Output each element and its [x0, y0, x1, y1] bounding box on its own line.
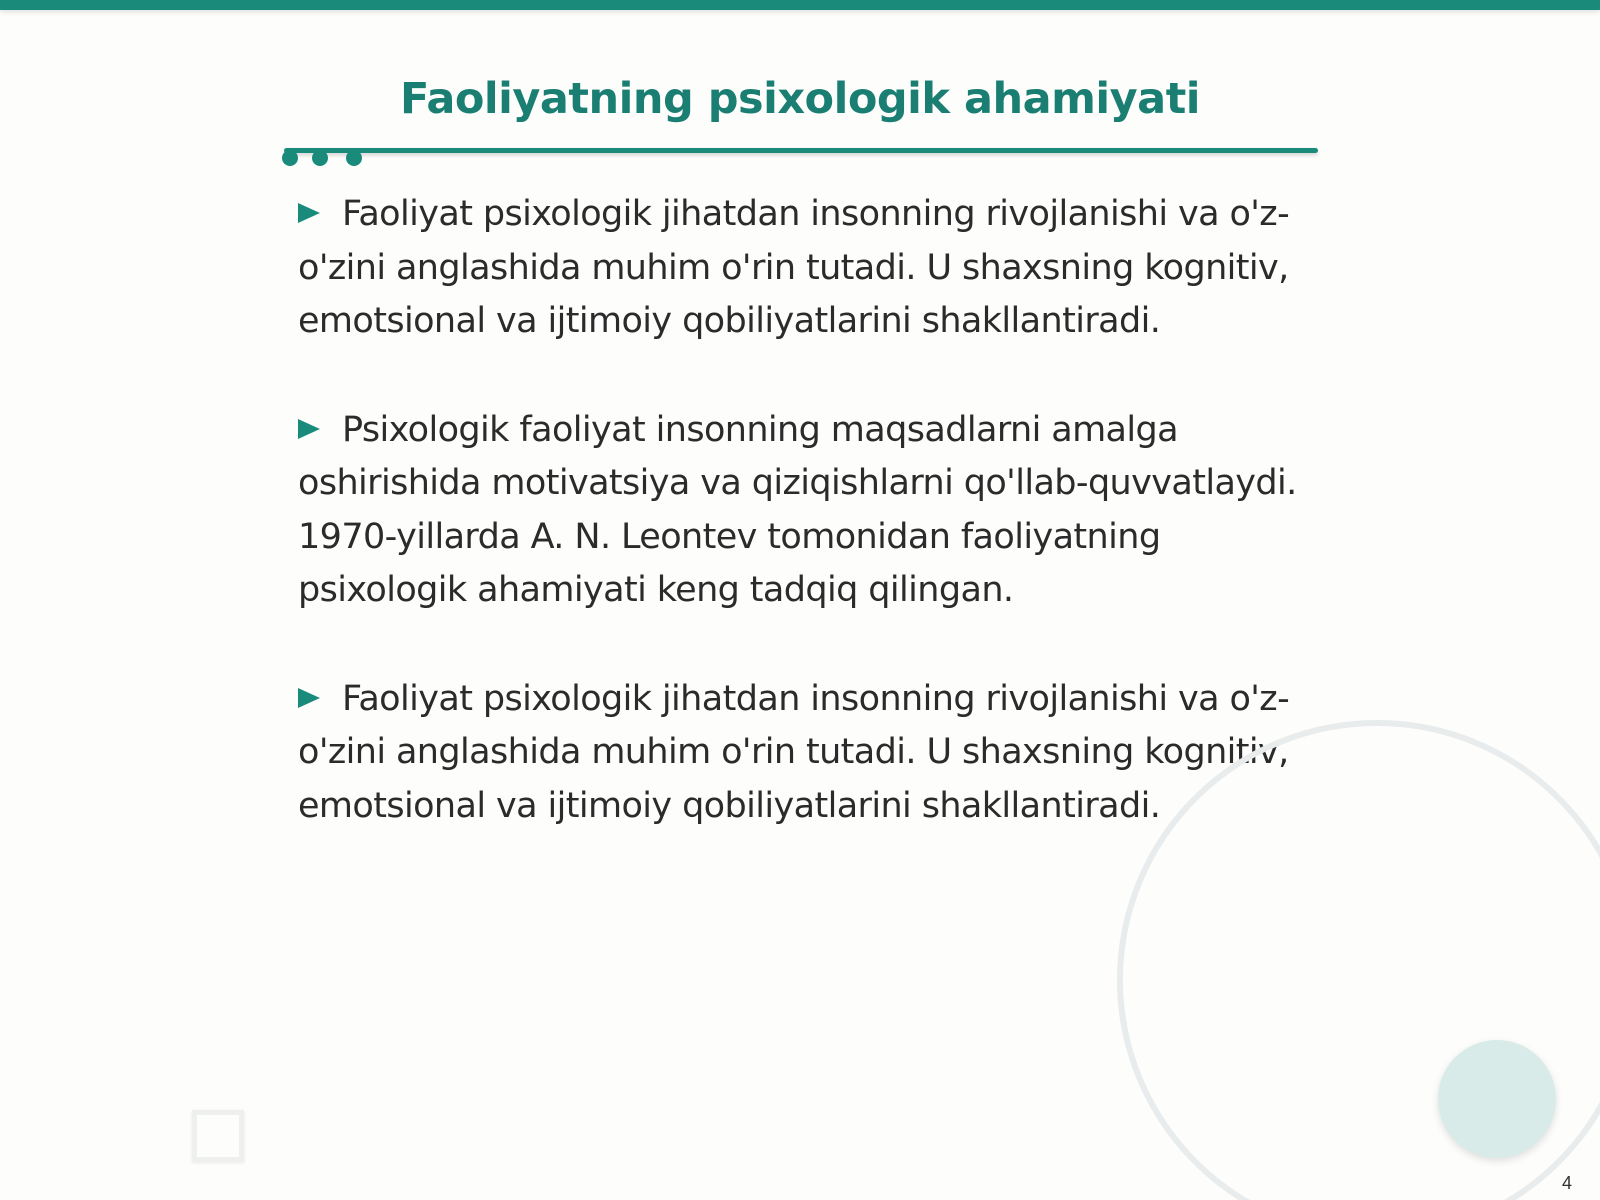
bullet-list: [298, 188, 1298, 888]
triangle-bullet-icon: [298, 419, 320, 439]
dot-icon: [312, 150, 328, 166]
bullet-item: [298, 404, 1298, 618]
bullet-text: Psixologik faoliyat insonning maqsadlarni amalga oshirishida motivatsiya va qiziqishlarni qo'llab-quvvatlaydi. 1970-yillarda A. N. Leontev tomonidan faoliyatning psixologik ahamiyati keng tadqiq qilingan.: [298, 409, 1297, 610]
triangle-bullet-icon: [298, 203, 320, 223]
title-underline: [284, 148, 1318, 153]
decorative-circle: [1438, 1040, 1556, 1158]
bullet-text: Faoliyat psixologik jihatdan insonning rivojlanishi va o'z-o'zini anglashida muhim o'rin tutadi. U shaxsning kognitiv, emotsional va ijtimoiy qobiliyatlarini shakllantiradi.: [298, 678, 1290, 826]
bullet-item: [298, 673, 1298, 834]
decorative-square: [192, 1110, 244, 1162]
slide-number: 4: [1561, 1173, 1572, 1193]
dot-icon: [346, 150, 362, 166]
decorative-dots: [282, 150, 382, 170]
bullet-item: [298, 188, 1298, 349]
triangle-bullet-icon: [298, 688, 320, 708]
bullet-text: Faoliyat psixologik jihatdan insonning rivojlanishi va o'z-o'zini anglashida muhim o'rin tutadi. U shaxsning kognitiv, emotsional va ijtimoiy qobiliyatlarini shakllantiradi.: [298, 194, 1290, 341]
top-accent-bar: [0, 0, 1600, 10]
dot-icon: [282, 150, 298, 166]
slide-title: Faoliyatning psixologik ahamiyati: [400, 74, 1200, 124]
